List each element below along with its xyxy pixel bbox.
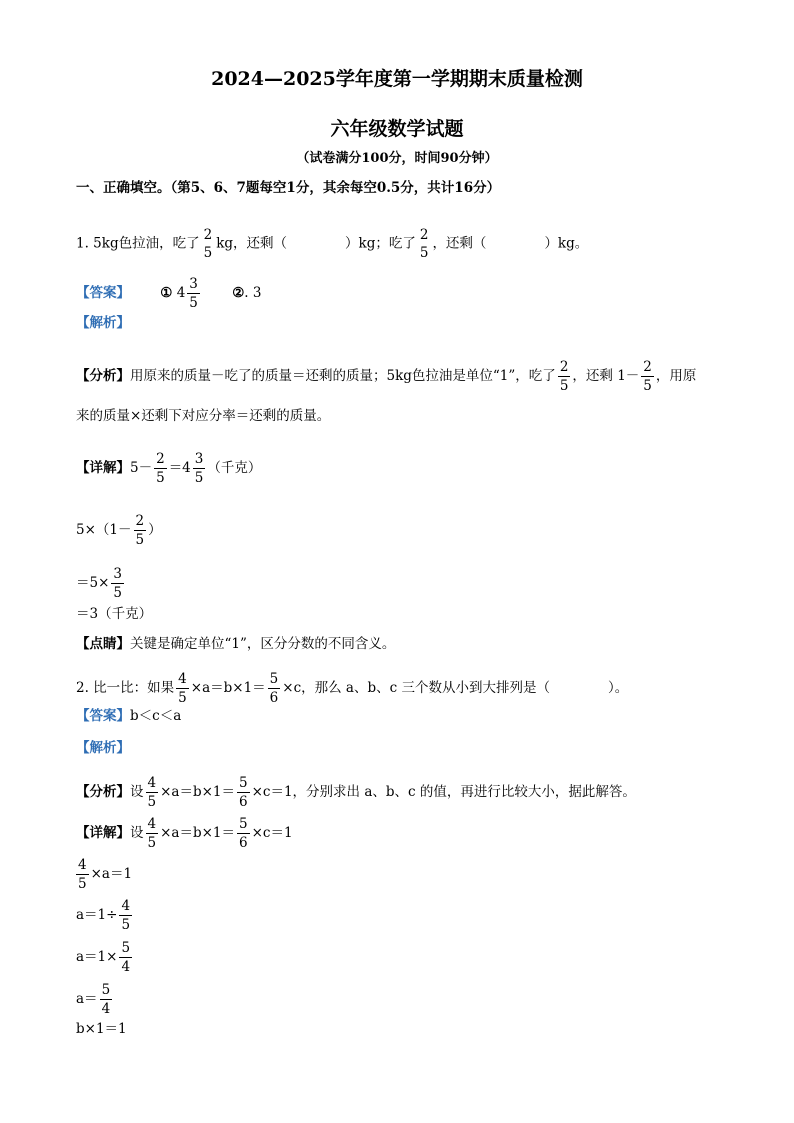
- q1-text-4: ，还剩（: [432, 235, 487, 252]
- detail-tag: 【详解】: [76, 825, 130, 841]
- step-2-fraction: $\frac{3}{5}$: [113, 566, 122, 601]
- exam-subtitle: 六年级数学试题: [330, 118, 464, 140]
- analysis-tag: 【分析】: [76, 368, 130, 384]
- q2-step-1: $\frac{4}{5}$ ×a＝1: [78, 857, 133, 892]
- q1-fraction-2: 2 5: [419, 227, 429, 261]
- analysis-label: 【解析】: [76, 315, 130, 331]
- q2-detail: 【详解】设 $\frac{4}{5}$ ×a＝b×1＝ $\frac{5}{6}$ ×c＝1: [76, 816, 293, 851]
- q1-answer: [76, 275, 261, 312]
- analysis-tag: 【分析】: [76, 784, 130, 800]
- q1-text-5: ）kg。: [544, 235, 589, 252]
- answer-1-fraction: $\frac{3}{5}$: [189, 276, 198, 311]
- step-1-fraction: $\frac{2}{5}$: [135, 513, 145, 548]
- analysis-fraction-1: $\frac{2}{5}$: [559, 359, 569, 394]
- q1-fraction-1: 2 5: [203, 227, 213, 261]
- q1-step-2: ＝5× $\frac{3}{5}$: [76, 566, 122, 601]
- q1-detail: 【详解】5－ $\frac{2}{5}$ ＝4 $\frac{3}{5}$ （千克）: [76, 451, 262, 486]
- detail-fraction-1: $\frac{2}{5}$: [156, 451, 165, 486]
- answer-label: 【答案】: [76, 708, 130, 724]
- q2-analysis: 【分析】设 $\frac{4}{5}$ ×a＝b×1＝ $\frac{5}{6}$ ×c＝1，分别求出 a、b、c 的值，再进行比较大小，据此解答。: [76, 775, 636, 810]
- q2-detail-fraction-2: $\frac{5}{6}$: [239, 816, 248, 851]
- q1-text-2: kg，还剩（: [216, 235, 288, 252]
- analysis-fraction-2: $\frac{2}{5}$: [643, 359, 652, 394]
- detail-fraction-2: $\frac{3}{5}$: [194, 451, 204, 486]
- q1-step-3: ＝3（千克）: [76, 606, 153, 622]
- q2-step-4-fraction: $\frac{5}{4}$: [101, 982, 111, 1017]
- exam-title: 2024—2025学年度第一学期期末质量检测: [211, 68, 583, 90]
- question-2: 2. 比一比：如果 $\frac{4}{5}$ ×a＝b×1＝ $\frac{5}{6}$ ×c，那么 a、b、c 三个数从小到大排列是（ ）。: [76, 671, 629, 706]
- q2-step-2: a＝1÷ $\frac{4}{5}$: [76, 898, 131, 933]
- answer-mark-1: ①: [160, 285, 173, 301]
- q2-step-3: a＝1× $\frac{5}{4}$: [76, 940, 131, 975]
- q1-analysis-line-2: 来的质量×还剩下对应分率＝还剩的质量。: [76, 408, 331, 424]
- q2-analysis-fraction-2: $\frac{5}{6}$: [239, 775, 248, 810]
- q2-answer-text: b＜c＜a: [130, 708, 182, 724]
- q1-text-1: 1. 5kg色拉油，吃了: [76, 235, 200, 252]
- answer-mark-2: ②: [232, 285, 245, 301]
- section-heading: 一、正确填空。（第5、6、7题每空1分，其余每空0.5分，共计16分）: [76, 180, 501, 196]
- q2-detail-fraction-1: $\frac{4}{5}$: [147, 816, 157, 851]
- answer-label: 【答案】: [76, 285, 130, 301]
- answer-2-value: . 3: [244, 285, 262, 301]
- q2-step-2-fraction: $\frac{4}{5}$: [121, 898, 131, 933]
- exam-note: （试卷满分100分，时间90分钟）: [296, 151, 498, 166]
- q2-step-4: a＝ $\frac{5}{4}$: [76, 982, 111, 1017]
- q2-step-5: b×1＝1: [76, 1021, 127, 1037]
- detail-tag: 【详解】: [76, 460, 130, 476]
- q2-step-1-fraction: $\frac{4}{5}$: [78, 857, 87, 892]
- q2-analysis-fraction-1: $\frac{4}{5}$: [147, 775, 157, 810]
- q2-fraction-2: $\frac{5}{6}$: [269, 671, 279, 706]
- q1-text-3: ）kg；吃了: [345, 235, 416, 252]
- q1-step-1: 5×（1－ $\frac{2}{5}$ ）: [76, 513, 162, 548]
- q2-answer: [76, 706, 181, 726]
- q2-step-3-fraction: $\frac{5}{4}$: [121, 940, 131, 975]
- q1-analysis: 【分析】用原来的质量－吃了的质量＝还剩的质量；5kg色拉油是单位“1”，吃了 $\frac{2}{5}$ ，还剩 1－ $\frac{2}{5}$ ，用原: [76, 359, 697, 394]
- analysis-label: 【解析】: [76, 740, 130, 756]
- q1-remark: 【点睛】关键是确定单位“1”，区分分数的不同含义。: [76, 636, 396, 652]
- answer-1-whole: 4: [176, 285, 186, 301]
- q2-fraction-1: $\frac{4}{5}$: [178, 671, 187, 706]
- question-1: [76, 226, 588, 262]
- remark-tag: 【点睛】: [76, 636, 130, 652]
